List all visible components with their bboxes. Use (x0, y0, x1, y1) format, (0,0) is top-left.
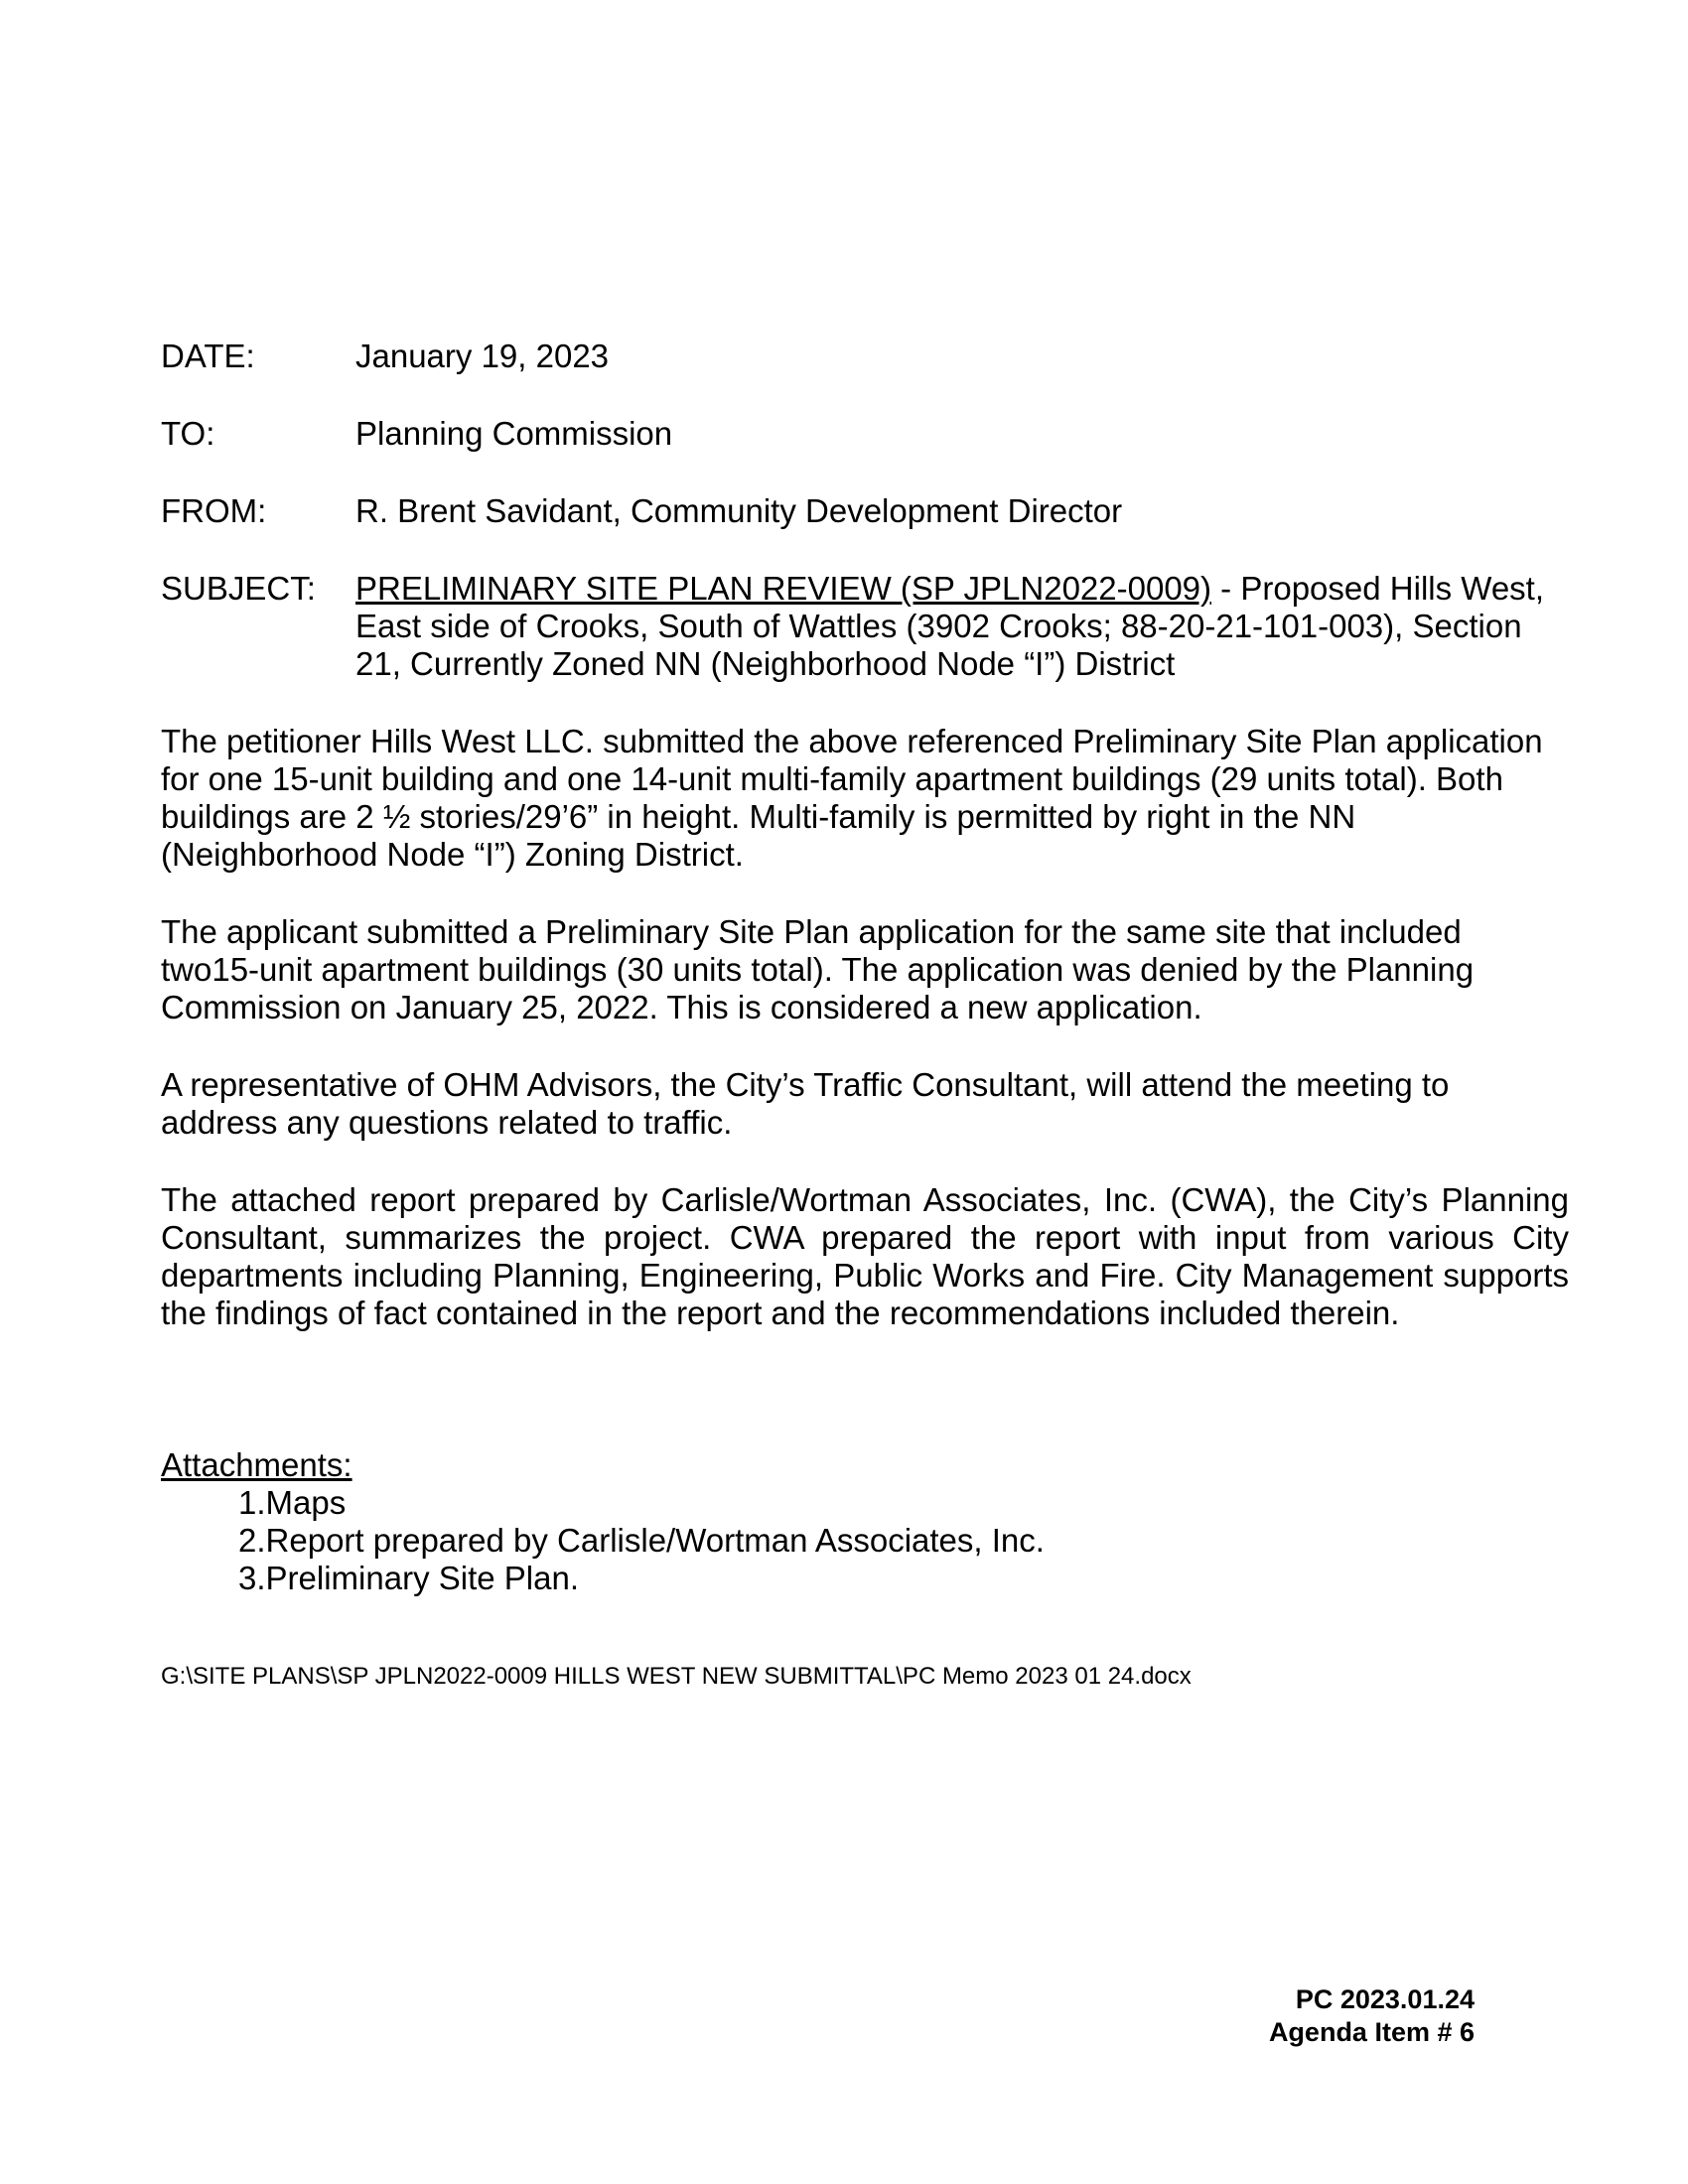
paragraph-line: buildings are 2 ½ stories/29’6” in height. Multi-family is permitted by right in the NN (161, 798, 1356, 835)
subject-label: SUBJECT: (161, 570, 316, 607)
date-label: DATE: (161, 338, 255, 374)
paragraph-line: for one 15-unit building and one 14-unit multi-family apartment buildings (29 units total). Both (161, 760, 1503, 797)
subject-underlined-title: PRELIMINARY SITE PLAN REVIEW (SP JPLN2022-0009) (355, 570, 1212, 607)
subject-line-3: 21, Currently Zoned NN (Neighborhood Node “I”) District (355, 645, 1176, 682)
subject-value (355, 570, 1569, 683)
paragraph-line: Commission on January 25, 2022. This is considered a new application. (161, 989, 1202, 1025)
date-value: January 19, 2023 (355, 338, 610, 374)
attachment-number: 3. (238, 1560, 266, 1596)
paragraph-line: address any questions related to traffic. (161, 1104, 733, 1141)
paragraph-petitioner (161, 723, 1569, 874)
paragraph-line: The applicant submitted a Preliminary Site Plan application for the same site that included (161, 913, 1462, 950)
attachments-heading-text: Attachments: (161, 1446, 352, 1483)
attachment-item-report (161, 1522, 1569, 1560)
paragraph-line: the findings of fact contained in the report and the recommendations included therein. (161, 1295, 1400, 1331)
paragraph-line: The attached report prepared by Carlisle/Wortman Associates, Inc. (CWA), the City’s Planning (161, 1181, 1569, 1218)
memo-row-to (161, 415, 1569, 453)
subject-line-1-rest: - Proposed Hills West, (1211, 570, 1545, 607)
attachment-text: Preliminary Site Plan. (265, 1560, 579, 1596)
attachments-heading (161, 1446, 1569, 1484)
agenda-stamp-meeting-date: PC 2023.01.24 (1295, 1984, 1475, 2014)
agenda-stamp-item-number: Agenda Item # 6 (1268, 2017, 1475, 2047)
attachment-item-maps (161, 1484, 1569, 1522)
paragraph-line: departments including Planning, Engineering, Public Works and Fire. City Management supports (161, 1257, 1569, 1294)
memo-row-subject (161, 570, 1569, 683)
memo-row-from (161, 492, 1569, 530)
paragraph-line: two15-unit apartment buildings (30 units total). The application was denied by the Planning (161, 951, 1475, 988)
subject-line-2: East side of Crooks, South of Wattles (3902 Crooks; 88-20-21-101-003), Section (355, 608, 1522, 644)
attachment-number: 1. (238, 1484, 266, 1521)
agenda-stamp (1269, 1983, 1475, 2049)
attachments-section (161, 1446, 1569, 1597)
from-label: FROM: (161, 492, 267, 529)
attachment-number: 2. (238, 1522, 266, 1559)
document-file-path: G:\SITE PLANS\SP JPLN2022-0009 HILLS WEST NEW SUBMITTAL\PC Memo 2023 01 24.docx (161, 1663, 1192, 1690)
paragraph-prior-application (161, 913, 1569, 1026)
subject-line-1 (355, 570, 1569, 608)
paragraph-attached-report (161, 1181, 1569, 1332)
attachment-item-site-plan (161, 1560, 1569, 1597)
attachment-text: Report prepared by Carlisle/Wortman Associates, Inc. (265, 1522, 1045, 1559)
to-value: Planning Commission (355, 415, 673, 452)
attachment-text: Maps (265, 1484, 347, 1521)
from-value: R. Brent Savidant, Community Development Director (355, 492, 1123, 529)
paragraph-traffic-consultant (161, 1066, 1569, 1142)
paragraph-line: The petitioner Hills West LLC. submitted the above referenced Preliminary Site Plan application (161, 723, 1543, 759)
to-label: TO: (161, 415, 215, 452)
paragraph-line: Consultant, summarizes the project. CWA prepared the report with input from various City (161, 1219, 1569, 1256)
memo-row-date (161, 338, 1569, 375)
paragraph-line: (Neighborhood Node “I”) Zoning District. (161, 836, 744, 873)
paragraph-line: A representative of OHM Advisors, the City’s Traffic Consultant, will attend the meeting to (161, 1066, 1450, 1103)
